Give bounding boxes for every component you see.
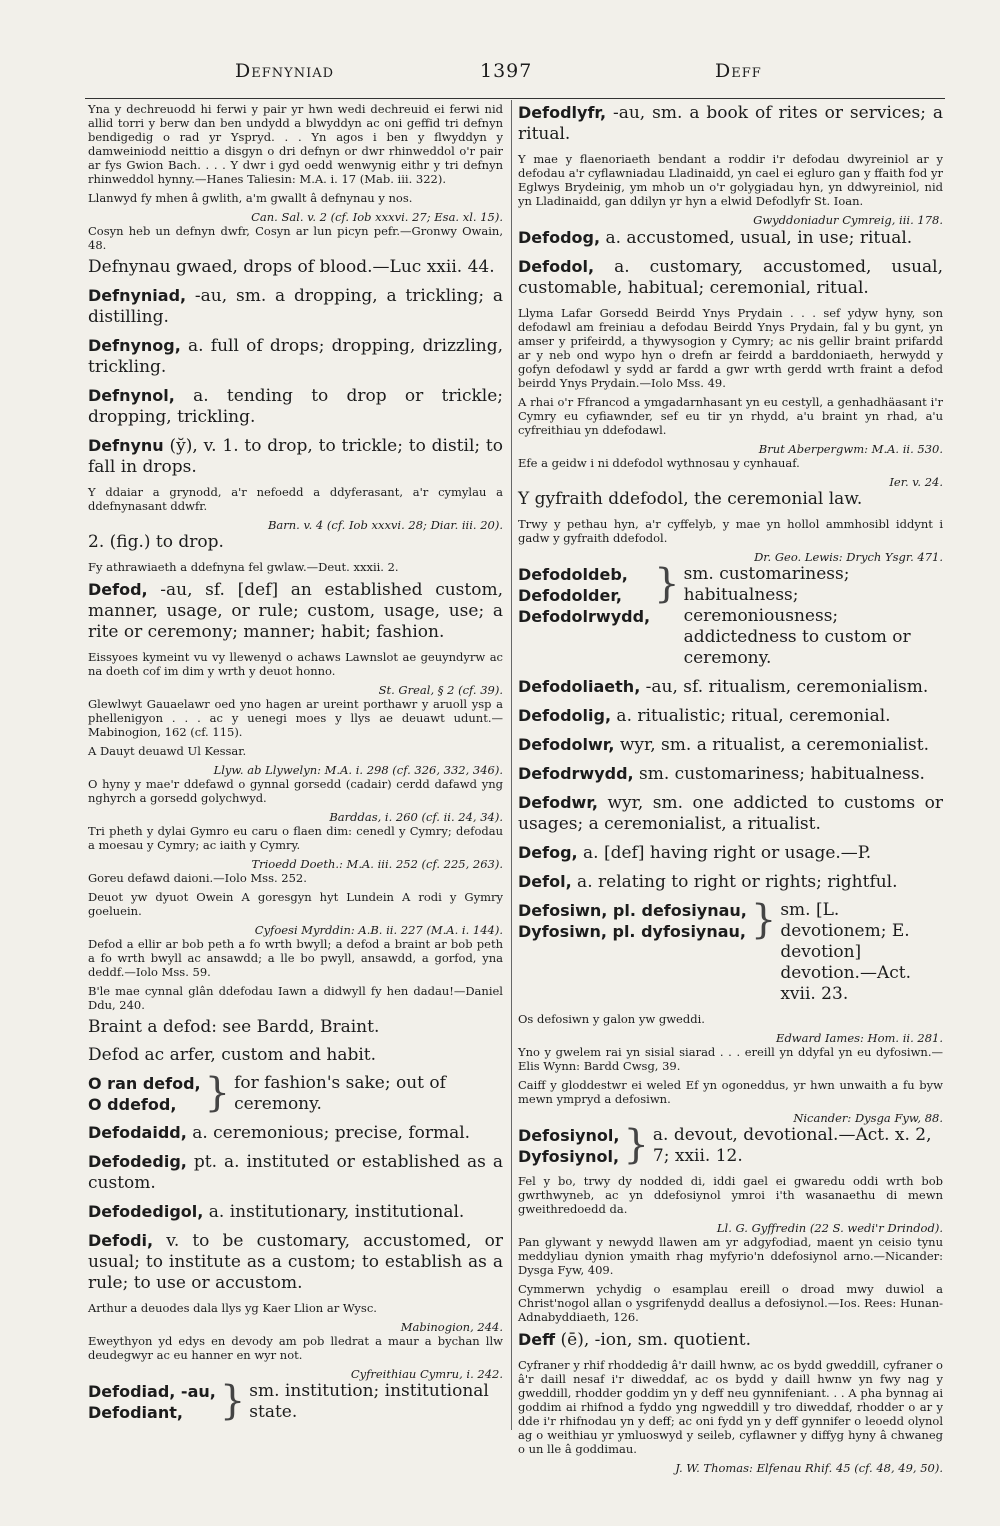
citation: Barddas, i. 260 (cf. ii. 24, 34). bbox=[329, 810, 503, 824]
quotation: Os defosiwn y galon yw gweddi. bbox=[518, 1012, 705, 1026]
running-head-left: Defnyniad bbox=[235, 60, 335, 82]
right-column bbox=[518, 102, 943, 1475]
quotation: Eweythyon yd edys en devody am pob lledrat a maur a bychan llw deudegwyr ac eu hanner en wyr not. bbox=[88, 1334, 503, 1362]
quotation: Glewlwyt Gauaelawr oed yno hagen ar ureint porthawr y aruoll ysp a phellenigyon . . . ac y uenegi moes y llys ae deuawt udunt.—Mabinogion, 162 (cf. 115). bbox=[88, 697, 503, 739]
left-column bbox=[88, 102, 503, 1430]
dictionary-entry bbox=[518, 256, 943, 299]
citation: Trioedd Doeth.: M.A. iii. 252 (cf. 225, 263). bbox=[251, 857, 503, 871]
grouped-entry bbox=[518, 897, 943, 1005]
dictionary-entry bbox=[518, 734, 943, 756]
citation: Cyfreithiau Cymru, i. 242. bbox=[350, 1367, 503, 1381]
brace: } bbox=[219, 1378, 246, 1424]
dictionary-entry bbox=[88, 1201, 503, 1223]
headword: Defnynol, bbox=[88, 386, 175, 405]
definition: a. devout, devotional.—Act. x. 2, 7; xxii. 12. bbox=[652, 1125, 932, 1166]
quotation: A rhai o'r Ffrancod a ymgadarnhasant yn eu cestyll, a genhadhäasant i'r Cymry eu cyfiawnder, sef eu tir yn rhydd, a'u braint yn rhad, a'u cyfreithiau yn ddefodawl. bbox=[518, 395, 943, 437]
quotation: Pan glywant y newydd llawen am yr adgyfodiad, maent yn ceisio tynu meddyliau dynion ymaith rhag myfyrio'n ddefosiynol arno.—Nicander: Dysga Fyw, 409. bbox=[518, 1235, 943, 1277]
quotation: Cyfraner y rhif rhoddedig â'r daill hwnw, ac os bydd gweddill, cyfraner o â'r daill nesaf i'r diweddaf, ac os bydd y daill hwnw yn fwy nag y gweddill, rhodder goddim yn y deff neu gynnifeniant. . . A pha bynnag ai goddim ai rhifnod a fyddo yng ngweddill y tro diweddaf, rhodder o ar y dde i'r rhifnodau yn y deff; ac oni fydd yn y deff gynnifer o leoedd olynol ag o weithiau yr ymluoswyd y seileb, cyflawner y diffyg hyny â chwaneg o un lle â goddimau. bbox=[518, 1358, 943, 1456]
brace: } bbox=[204, 1070, 231, 1116]
headword: Defodedigol, bbox=[88, 1202, 204, 1221]
definition: sm. [L. devotionem; E. devotion] devotion.—Act. xvii. 23. bbox=[780, 900, 911, 1004]
headword: Defodi, bbox=[88, 1231, 154, 1250]
definition: v. to be customary, accustomed, or usual; to institute as a custom; to establish as a rule; to use or accustom. bbox=[88, 1231, 503, 1293]
quotation: Deuot yw dyuot Owein A goresgyn hyt Lundein A rodi y Gymry goeluein. bbox=[88, 890, 503, 918]
dictionary-entry bbox=[518, 676, 943, 698]
quotation: Eissyoes kymeint vu vy llewenyd o achaws Lawnslot ae geuyndyrw ac na doeth cof im dim y wrth y deuot honno. bbox=[88, 650, 503, 678]
grouped-entry bbox=[518, 561, 943, 669]
quotation: Goreu defawd daioni.—Iolo Mss. 252. bbox=[88, 871, 307, 885]
headword: Defodol, bbox=[518, 257, 595, 276]
definition: (y̆), v. 1. to drop, to trickle; to distil; to fall in drops. bbox=[88, 436, 503, 477]
dictionary-entry bbox=[88, 1122, 503, 1144]
dictionary-entry bbox=[518, 842, 943, 864]
citation: Nicander: Dysga Fyw, 88. bbox=[793, 1111, 943, 1125]
definition: a. customary, accustomed, usual, customable, habitual; ceremonial, ritual. bbox=[518, 257, 943, 298]
citation: Ier. v. 24. bbox=[889, 475, 943, 489]
dictionary-entry bbox=[518, 1329, 943, 1351]
headword: Defodwr, bbox=[518, 793, 598, 812]
citation: Brut Aberpergwm: M.A. ii. 530. bbox=[758, 442, 943, 456]
dictionary-entry bbox=[88, 1230, 503, 1294]
sense: Braint a defod: see Bardd, Braint. bbox=[88, 1017, 380, 1037]
quotation: Arthur a deuodes dala llys yg Kaer Llion ar Wysc. bbox=[88, 1301, 377, 1315]
citation: Barn. v. 4 (cf. Iob xxxvi. 28; Diar. iii. 20). bbox=[267, 518, 503, 532]
dictionary-entry bbox=[518, 871, 943, 893]
sense: Y gyfraith ddefodol, the ceremonial law. bbox=[518, 489, 863, 509]
headword-group: Defosiynol, Dyfosiynol, bbox=[518, 1126, 620, 1166]
definition: wyr, sm. a ritualist, a ceremonialist. bbox=[614, 735, 929, 755]
headword: Defodrwydd, bbox=[518, 764, 634, 783]
headword: Defnyniad, bbox=[88, 286, 187, 305]
definition: for fashion's sake; out of ceremony. bbox=[234, 1073, 446, 1114]
headword: Defodolig, bbox=[518, 706, 612, 725]
definition: a. ceremonious; precise, formal. bbox=[186, 1123, 471, 1143]
dictionary-entry bbox=[88, 385, 503, 428]
headword: Defod, bbox=[88, 580, 148, 599]
definition: a. relating to right or rights; rightful. bbox=[571, 872, 898, 892]
quotation: Defod a ellir ar bob peth a fo wrth bwyll; a defod a braint ar bob peth a fo wrth bwyll ac ansawdd; a lle bo pwyll, ansawdd, a gorfod, yna deddf.—Iolo Mss. 59. bbox=[88, 937, 503, 979]
definition: sm. customariness; habitualness; ceremoniousness; addictedness to custom or ceremony. bbox=[683, 564, 911, 668]
headword: Defol, bbox=[518, 872, 572, 891]
grouped-entry bbox=[88, 1378, 503, 1424]
quotation: Efe a geidw i ni ddefodol wythnosau y cynhauaf. bbox=[518, 456, 800, 470]
headword: Defnynu bbox=[88, 436, 164, 455]
dictionary-entry bbox=[88, 285, 503, 328]
definition: -au, sm. a dropping, a trickling; a distilling. bbox=[88, 286, 503, 327]
grouped-entry bbox=[518, 1122, 943, 1168]
citation: Gwyddoniadur Cymreig, iii. 178. bbox=[753, 213, 943, 227]
definition: -au, sm. a book of rites or services; a ritual. bbox=[518, 103, 943, 144]
dictionary-entry bbox=[88, 579, 503, 643]
quotation: Llyma Lafar Gorsedd Beirdd Ynys Prydain . . . sef ydyw hyny, son defodawl am freiniau a defodau Beirdd Ynys Prydain, fal y bu gynt, yn amser y prifeirdd, a thywysogion y Cymry; ac nis gellir braint prifardd ar y neb ond wypo hyn o drefn ar feirdd a barddoniaeth, herwydd y gofyn defodawl y sydd ar fardd a gwr wrth gerdd wrth fraint a defod beirdd Ynys Prydain.—Iolo Mss. 49. bbox=[518, 306, 943, 390]
definition: wyr, sm. one addicted to customs or usages; a ceremonialist, a ritualist. bbox=[518, 793, 943, 834]
citation: Mabinogion, 244. bbox=[400, 1320, 503, 1334]
definition: sm. customariness; habitualness. bbox=[633, 764, 925, 784]
definition: a. [def] having right or usage.—P. bbox=[577, 843, 872, 863]
definition: a. institutionary, institutional. bbox=[203, 1202, 465, 1222]
quotation: Cosyn heb un defnyn dwfr, Cosyn ar lun picyn pefr.—Gronwy Owain, 48. bbox=[88, 224, 503, 252]
headword: Defog, bbox=[518, 843, 578, 862]
citation: Edward Iames: Hom. ii. 281. bbox=[776, 1031, 943, 1045]
citation: Ll. G. Gyffredin (22 S. wedi'r Drindod). bbox=[716, 1221, 943, 1235]
citation: St. Greal, § 2 (cf. 39). bbox=[378, 683, 503, 697]
headword: Defodolwr, bbox=[518, 735, 615, 754]
quotation: Yna y dechreuodd hi ferwi y pair yr hwn wedi dechreuid ei ferwi nid allid torri y berw dan ben undydd a blwyddyn ac oni geffid tri defnyn bendigedig o rad yr Yspryd. . . Yn agos i ben y flwyddyn y damweiniodd neittio a disgyn o dri defnyn or dwr rhinweddol o'r pair ar fys Gwion Bach. . . . Y dwr i gyd oedd wenwynig eithr y tri defnyn rhinweddol hynny.—Hanes Taliesin: M.A. i. 17 (Mab. iii. 322). bbox=[88, 102, 503, 186]
sense: Defnynau gwaed, drops of blood.—Luc xxii. 44. bbox=[88, 257, 495, 277]
definition: a. tending to drop or trickle; dropping, trickling. bbox=[88, 386, 503, 427]
column-divider bbox=[511, 100, 512, 1430]
definition: (ē), -ion, sm. quotient. bbox=[555, 1330, 752, 1350]
definition: -au, sf. ritualism, ceremonialism. bbox=[640, 677, 929, 697]
header-rule bbox=[85, 98, 945, 99]
headword: Defodoliaeth, bbox=[518, 677, 641, 696]
headword-group: Defosiwn, pl. defosiynau, Dyfosiwn, pl. dyfosiynau, bbox=[518, 901, 747, 941]
citation: Llyw. ab Llywelyn: M.A. i. 298 (cf. 326, 332, 346). bbox=[213, 763, 503, 777]
quotation: A Dauyt deuawd Ul Kessar. bbox=[88, 744, 247, 758]
quotation: Tri pheth y dylai Gymro eu caru o flaen dim: cenedl y Cymry; defodau a moesau y Cymry; ac iaith y Cymry. bbox=[88, 824, 503, 852]
headword-group: Defodiad, -au, Defodiant, bbox=[88, 1382, 216, 1422]
dictionary-entry bbox=[518, 792, 943, 835]
quotation: Caiff y gloddestwr ei weled Ef yn ogoneddus, yr hwn unwaith a fu byw mewn ympryd a defosiwn. bbox=[518, 1078, 943, 1106]
quotation: Llanwyd fy mhen â gwlith, a'm gwallt â defnynau y nos. bbox=[88, 191, 413, 205]
definition: sm. institution; institutional state. bbox=[249, 1381, 489, 1422]
headword-group: Defodoldeb, Defodolder, Defodolrwydd, bbox=[518, 565, 651, 626]
dictionary-entry bbox=[88, 435, 503, 478]
headword: Defnynog, bbox=[88, 336, 181, 355]
definition: a. full of drops; dropping, drizzling, trickling. bbox=[88, 336, 503, 377]
headword: Defodedig, bbox=[88, 1152, 187, 1171]
dictionary-entry bbox=[518, 102, 943, 145]
quotation: Y mae y flaenoriaeth bendant a roddir i'r defodau dwyreiniol ar y defodau a'r cyflawniadau Lladinaidd, yn cael ei egluro gan y ffaith fod yr Eglwys Brydeinig, ym mhob un o'r golygiadau hyn, yn ddwyreiniol, nid yn Lladinaidd, gan ddilyn yr hyn a elwid Defodlyfr St. Ioan. bbox=[518, 152, 943, 208]
headword-group: O ran defod, O ddefod, bbox=[88, 1074, 201, 1114]
quotation: Fy athrawiaeth a ddefnyna fel gwlaw.—Deut. xxxii. 2. bbox=[88, 560, 399, 574]
dictionary-entry bbox=[88, 335, 503, 378]
headword: Defodlyfr, bbox=[518, 103, 607, 122]
definition: a. accustomed, usual, in use; ritual. bbox=[600, 228, 913, 248]
headword: Defodaidd, bbox=[88, 1123, 187, 1142]
grouped-entry bbox=[88, 1070, 503, 1116]
quotation: Yno y gwelem rai yn sisial siarad . . . ereill yn ddyfal yn eu dyfosiwn.—Elis Wynn: Bardd Cwsg, 39. bbox=[518, 1045, 943, 1073]
definition: pt. a. instituted or established as a custom. bbox=[88, 1152, 503, 1193]
brace: } bbox=[750, 897, 777, 943]
page-number: 1397 bbox=[480, 60, 533, 82]
brace: } bbox=[654, 561, 680, 607]
quotation: Y ddaiar a grynodd, a'r nefoedd a ddyferasant, a'r cymylau a ddefnynasant ddwfr. bbox=[88, 485, 503, 513]
citation: Can. Sal. v. 2 (cf. Iob xxxvi. 27; Esa. xl. 15). bbox=[251, 210, 503, 224]
running-head-right: Deff bbox=[715, 60, 762, 82]
definition: a. ritualistic; ritual, ceremonial. bbox=[611, 706, 891, 726]
quotation: Cymmerwn ychydig o esamplau ereill o droad mwy duwiol a Christ'nogol allan o ysgrifenydd deallus a defosiynol.—Ios. Rees: Hunan-Adnabyddiaeth, 126. bbox=[518, 1282, 943, 1324]
dictionary-entry bbox=[518, 227, 943, 249]
dictionary-entry bbox=[518, 705, 943, 727]
dictionary-entry bbox=[518, 763, 943, 785]
citation: Dr. Geo. Lewis: Drych Ysgr. 471. bbox=[754, 550, 943, 564]
quotation: O hyny y mae'r ddefawd o gynnal gorsedd (cadair) cerdd dafawd yng nghyrch a gorsedd golychwyd. bbox=[88, 777, 503, 805]
dictionary-entry bbox=[88, 1151, 503, 1194]
citation: J. W. Thomas: Elfenau Rhif. 45 (cf. 48, 49, 50). bbox=[675, 1461, 943, 1475]
headword: Deff bbox=[518, 1330, 556, 1349]
quotation: Trwy y pethau hyn, a'r cyffelyb, y mae yn hollol ammhosibl iddynt i gadw y gyfraith ddefodol. bbox=[518, 517, 943, 545]
citation: Cyfoesi Myrddin: A.B. ii. 227 (M.A. i. 144). bbox=[254, 923, 503, 937]
quotation: B'le mae cynnal glân ddefodau Iawn a didwyll fy hen dadau!—Daniel Ddu, 240. bbox=[88, 984, 503, 1012]
brace: } bbox=[623, 1122, 649, 1168]
quotation: Fel y bo, trwy dy nodded di, iddi gael ei gwaredu oddi wrth bob gwrthwyneb, ac yn ddefosiynol ymroi i'th wasanaethu di mewn gweithredoedd da. bbox=[518, 1174, 943, 1216]
definition: -au, sf. [def] an established custom, manner, usage, or rule; custom, usage, use; a rite or ceremony; manner; habit; fashion. bbox=[88, 580, 503, 642]
page-header bbox=[85, 60, 945, 90]
headword: Defodog, bbox=[518, 228, 601, 247]
sense: 2. (fig.) to drop. bbox=[88, 532, 224, 552]
sense: Defod ac arfer, custom and habit. bbox=[88, 1045, 377, 1065]
